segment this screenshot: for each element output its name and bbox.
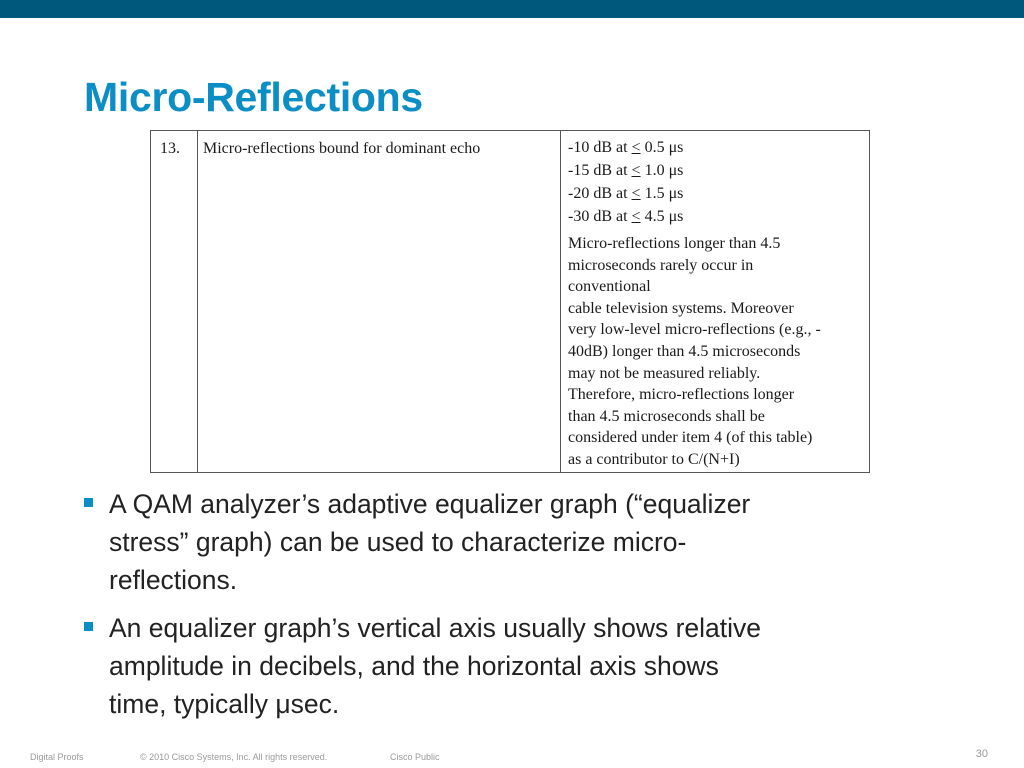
value-cell bbox=[561, 131, 870, 473]
parameter-cell: Micro-reflections bound for dominant echo bbox=[198, 131, 561, 473]
spec-note bbox=[568, 233, 868, 471]
bullet-list bbox=[84, 485, 984, 733]
limit-suffix: 1.0 μs bbox=[640, 162, 684, 179]
note-line: as a contributor to C/(N+I) bbox=[568, 450, 740, 468]
limit-prefix: -20 dB at bbox=[568, 185, 632, 202]
note-line: very low-level micro-reflections (e.g., - bbox=[568, 321, 821, 339]
note-line: cable television systems. Moreover bbox=[568, 299, 794, 317]
less-equal-symbol: < bbox=[631, 139, 641, 156]
note-line: conventional bbox=[568, 278, 651, 296]
square-bullet-icon bbox=[84, 622, 93, 631]
limit-prefix: -15 dB at bbox=[568, 162, 632, 179]
table-row bbox=[151, 131, 870, 473]
limit-suffix: 0.5 μs bbox=[640, 139, 684, 156]
note-line: microseconds rarely occur in bbox=[568, 256, 754, 274]
limit-suffix: 1.5 μs bbox=[640, 185, 684, 202]
note-line: Micro-reflections longer than 4.5 bbox=[568, 235, 781, 252]
bullet-line: time, typically μsec. bbox=[109, 689, 340, 719]
note-line: Therefore, micro-reflections longer bbox=[568, 386, 795, 404]
spec-table bbox=[150, 130, 870, 473]
page-number: 30 bbox=[975, 748, 988, 760]
footer-copyright: © 2010 Cisco Systems, Inc. All rights reserved. bbox=[140, 752, 328, 762]
limit-prefix: -30 dB at bbox=[568, 208, 632, 225]
limit-line bbox=[568, 182, 869, 205]
less-equal-symbol: < bbox=[631, 185, 641, 202]
footer-label: Digital Proofs bbox=[30, 752, 84, 762]
bullet-line: amplitude in decibels, and the horizontal axis shows bbox=[109, 651, 719, 681]
bullet-item bbox=[84, 609, 984, 723]
note-line: considered under item 4 (of this table) bbox=[568, 429, 813, 447]
top-banner bbox=[0, 0, 1024, 18]
slide-title: Micro-Reflections bbox=[84, 74, 423, 120]
note-line: 40dB) longer than 4.5 microseconds bbox=[568, 342, 801, 360]
bullet-line: stress” graph) can be used to characterize micro- bbox=[109, 527, 687, 557]
note-line: may not be measured reliably. bbox=[568, 364, 761, 382]
limit-line bbox=[568, 205, 869, 228]
bullet-line: reflections. bbox=[109, 565, 238, 595]
footer-classification: Cisco Public bbox=[390, 752, 440, 762]
item-number-cell: 13. bbox=[151, 131, 198, 473]
limit-suffix: 4.5 μs bbox=[640, 208, 684, 225]
less-equal-symbol: < bbox=[631, 208, 641, 225]
limit-line bbox=[568, 159, 869, 182]
bullet-line: An equalizer graph’s vertical axis usually shows relative bbox=[109, 613, 762, 643]
square-bullet-icon bbox=[84, 498, 93, 507]
less-equal-symbol: < bbox=[631, 162, 641, 179]
note-line: than 4.5 microseconds shall be bbox=[568, 407, 765, 425]
bullet-line: A QAM analyzer’s adaptive equalizer graph (“equalizer bbox=[109, 489, 751, 519]
limit-prefix: -10 dB at bbox=[568, 139, 632, 156]
limit-line bbox=[568, 136, 869, 159]
bullet-item bbox=[84, 485, 984, 599]
